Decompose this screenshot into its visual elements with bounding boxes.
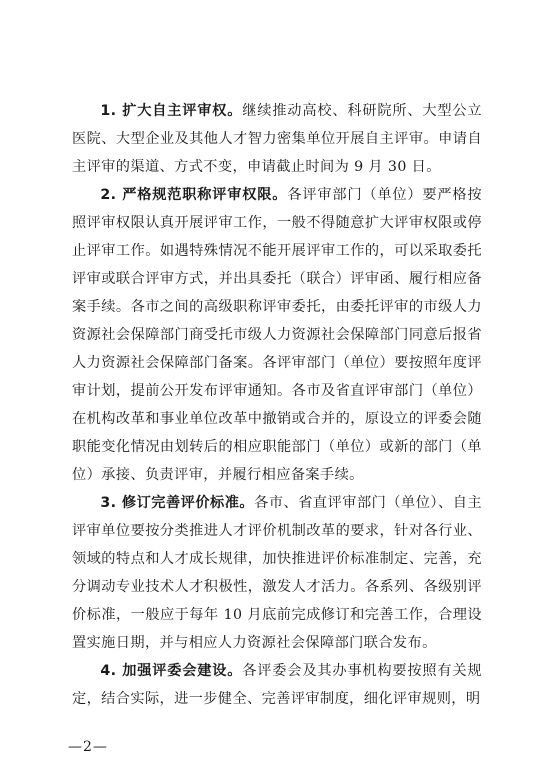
section-1-text: 继续推动高校、科研院所、大型公立医院、大型企业及其他人才智力密集单位开展自主评审。申请自主评审的渠道、方式不变，申请截止时间为 9 月 30 日。 — [72, 103, 482, 175]
page-number: —2— — [68, 739, 108, 755]
section-3-text: 各市、省直评审部门（单位）、自主评审单位要按分类推进人才评价机制改革的要求，针对各行业、领域的特点和人才成长规律，加快推进评价标准制定、完善，充分调动专业技术人才积极性，激发人才活力。各系列、各级别评价标准，一般应于每年 10 月底前完成修订和完善工作，合理设置实施日期，并与相应人力资源社会保障部门联合发布。 — [72, 495, 482, 651]
section-2-heading: 2. 严格规范职称评审权限。 — [100, 187, 288, 203]
section-1-heading: 1. 扩大自主评审权。 — [100, 103, 243, 119]
section-4 — [72, 657, 482, 713]
section-3 — [72, 489, 482, 657]
section-2 — [72, 181, 482, 489]
section-4-heading: 4. 加强评委会建设。 — [100, 663, 243, 679]
section-2-text: 各评审部门（单位）要严格按照评审权限认真开展评审工作，一般不得随意扩大评审权限或停止评审工作。如遇特殊情况不能开展评审工作的，可以采取委托评审或联合评审方式，并出具委托（联合）评审函、履行相应备案手续。各市之间的高级职称评审委托，由委托评审的市级人力资源社会保障部门商受托市级人力资源社会保障部门同意后报省人力资源社会保障部门备案。各评审部门（单位）要按照年度评审计划，提前公开发布评审通知。各市及省直评审部门（单位）在机构改革和事业单位改革中撤销或合并的，原设立的评委会随职能变化情况由划转后的相应职能部门（单位）或新的部门（单位）承接、负责评审，并履行相应备案手续。 — [72, 187, 482, 483]
document-body — [72, 97, 482, 713]
section-3-heading: 3. 修订完善评价标准。 — [100, 495, 255, 511]
section-4-text: 各评委会及其办事机构要按照有关规定，结合实际，进一步健全、完善评审制度，细化评审规则，明 — [72, 663, 482, 707]
section-1 — [72, 97, 482, 181]
